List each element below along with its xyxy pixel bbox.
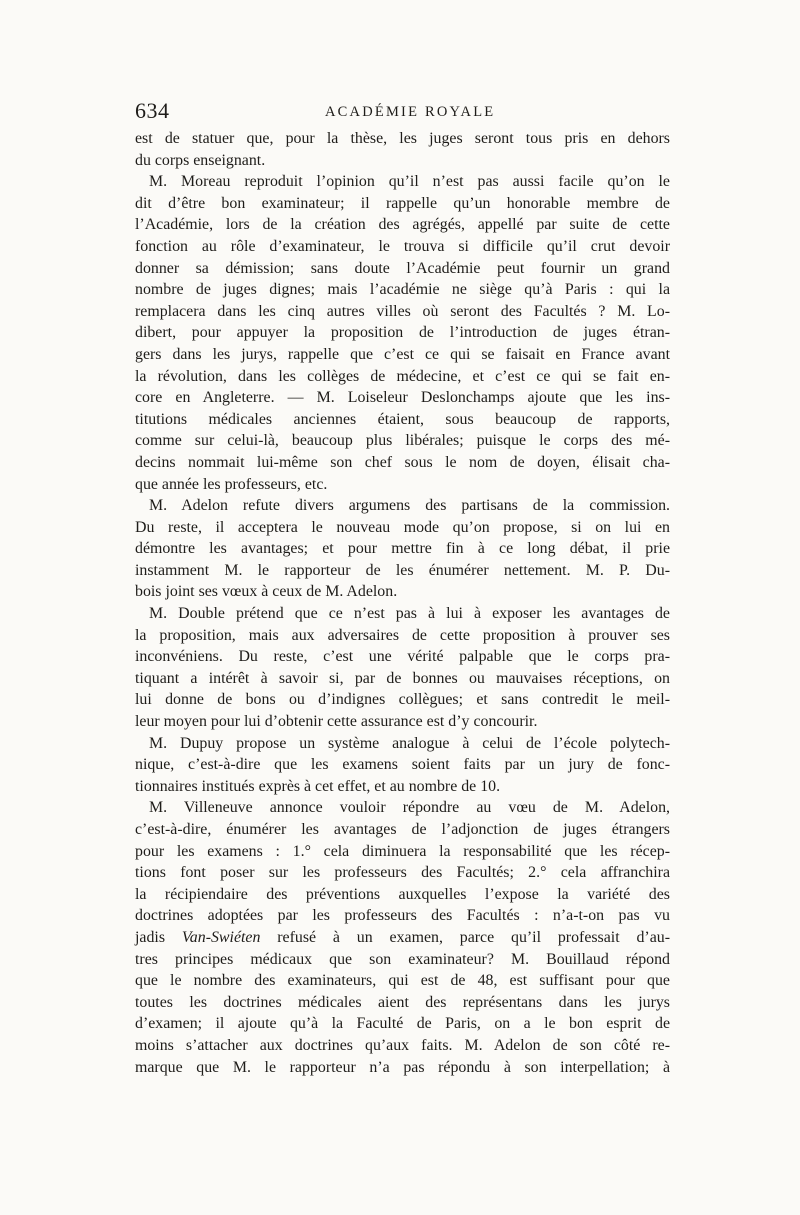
running-head: ACADÉMIE ROYALE — [325, 104, 496, 120]
text-line: démontre les avantages; et pour mettre fin à ce long débat, il prie — [135, 540, 670, 558]
text-line: c’est-à-dire, énumérer les avantages de l’adjonction de juges étrangers — [135, 821, 670, 838]
paragraph — [135, 733, 670, 798]
text-line: pour les examens : 1.° cela diminuera la responsabilité que les récep- — [135, 842, 670, 860]
text-line: donner sa démission; sans doute l’Académie peut fournir un grand — [135, 259, 670, 277]
paragraph — [135, 603, 670, 733]
text-line: lui donne de bons ou d’indignes collègues; et sans contredit le meil- — [135, 691, 670, 709]
text-line: marque que M. le rapporteur n’a pas répondu à son interpellation; à — [135, 1058, 670, 1076]
text-line: que année les professeurs, etc. — [135, 475, 328, 493]
text-line: titutions médicales anciennes étaient, sous beaucoup de rapports, — [135, 410, 670, 428]
text-line: fonction au rôle d’examinateur, le trouva si difficile qu’il crut devoir — [135, 237, 670, 255]
text-line: decins nommait lui-même son chef sous le nom de doyen, élisait cha- — [135, 453, 670, 471]
text-line: est de statuer que, pour la thèse, les juges seront tous pris en dehors — [135, 130, 670, 147]
text-line: tionnaires institués exprès à cet effet, et au nombre de 10. — [135, 777, 501, 795]
text-line: la révolution, dans les collèges de médecine, et c’est ce qui se fait en- — [135, 367, 670, 385]
text-line: tres principes médicaux que son examinateur? M. Bouillaud répond — [135, 950, 670, 968]
text-line: d’examen; il ajoute qu’à la Faculté de Paris, on a le bon esprit de — [135, 1015, 670, 1033]
text-line: jadis Van-Swiéten refusé à un examen, parce qu’il professait d’au- — [135, 928, 670, 946]
text-line: M. Adelon refute divers argumens des partisans de la commission. — [149, 497, 670, 515]
text-line: bois joint ses vœux à ceux de M. Adelon. — [135, 583, 398, 601]
body-text — [135, 128, 670, 1078]
page-header — [135, 98, 670, 128]
paragraph — [135, 495, 670, 603]
text-line: M. Dupuy propose un système analogue à celui de l’école polytech- — [149, 734, 670, 752]
text-line: moins s’attacher aux doctrines qu’aux faits. M. Adelon de son côté re- — [135, 1036, 670, 1054]
paragraph — [135, 128, 670, 171]
text-line: l’Académie, lors de la création des agrégés, appellé par suite de cette — [135, 216, 670, 234]
text-line: la récipiendaire des préventions auxquelles l’expose la variété des — [135, 885, 670, 903]
text-line: doctrines adoptées par les professeurs des Facultés : n’a-t-on pas vu — [135, 907, 670, 925]
text-line: tions font poser sur les professeurs des Facultés; 2.° cela affranchira — [135, 864, 670, 882]
text-line: M. Moreau reproduit l’opinion qu’il n’est pas aussi facile qu’on le — [149, 173, 670, 191]
text-line: core en Angleterre. — M. Loiseleur Deslonchamps ajoute que les ins- — [135, 389, 670, 407]
paragraph — [135, 797, 670, 1078]
text-line: tiquant a intérêt à savoir si, par de bonnes ou mauvaises réceptions, on — [135, 669, 670, 687]
text-line: remplacera dans les cinq autres villes où seront des Facultés ? M. Lo- — [135, 302, 670, 320]
text-line: que le nombre des examinateurs, qui est de 48, est suffisant pour que — [135, 972, 670, 990]
text-line: nique, c’est-à-dire que les examens soient faits par un jury de fonc- — [135, 756, 670, 774]
text-line: instamment M. le rapporteur de les énumérer nettement. M. P. Du- — [135, 561, 670, 579]
text-line: du corps enseignant. — [135, 151, 266, 169]
text-line: M. Double prétend que ce n’est pas à lui à exposer les avantages de — [149, 605, 670, 623]
italic-name: Van-Swiéten — [181, 928, 261, 946]
text-line: M. Villeneuve annonce vouloir répondre au vœu de M. Adelon, — [149, 799, 670, 817]
text-line: toutes les doctrines médicales aient des représentans dans les jurys — [135, 993, 670, 1011]
text-line: dibert, pour appuyer la proposition de l’introduction de juges étran- — [135, 324, 670, 342]
text-line: dit d’être bon examinateur; il rappelle qu’un honorable membre de — [135, 194, 670, 212]
text-line: gers dans les jurys, rappelle que c’est ce qui se faisait en France avant — [135, 345, 670, 363]
page-number: 634 — [135, 98, 170, 123]
text-line: inconvéniens. Du reste, c’est une vérité palpable que le corps pra- — [135, 648, 670, 666]
paragraph — [135, 171, 670, 495]
text-line: la proposition, mais aux adversaires de cette proposition à prouver ses — [135, 626, 670, 644]
text-line: comme sur celui-là, beaucoup plus libérales; puisque le corps des mé- — [135, 432, 670, 450]
text-line: leur moyen pour lui d’obtenir cette assurance est d’y concourir. — [135, 713, 538, 731]
text-line: Du reste, il acceptera le nouveau mode qu’on propose, si on lui en — [135, 518, 670, 536]
text-line: nombre de juges dignes; mais l’académie ne siège qu’à Paris : qui la — [135, 281, 670, 299]
